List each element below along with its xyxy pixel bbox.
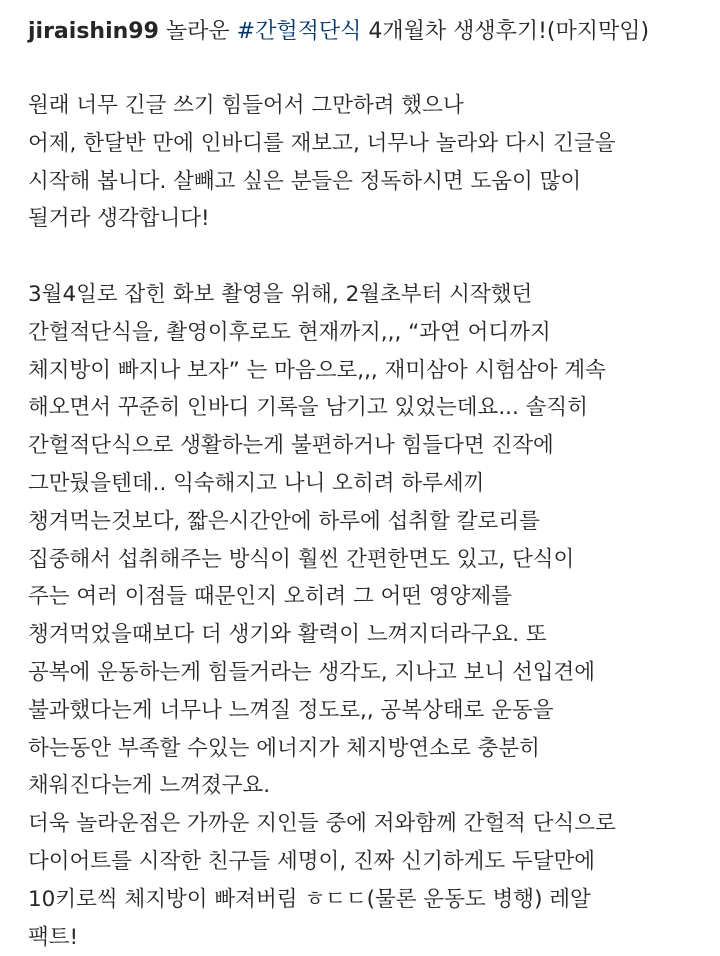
caption-line: 어제, 한달반 만에 인바디를 재보고, 너무나 놀라와 다시 긴글을 (28, 130, 616, 156)
caption-line: 시작해 봅니다. 살빼고 싶은 분들은 정독하시면 도움이 많이 (28, 168, 582, 194)
caption-line: 챙겨먹었을때보다 더 생기와 활력이 느껴지더라구요. 또 (28, 622, 547, 648)
caption-line: 될거라 생각합니다! (28, 206, 210, 232)
caption-line: 더욱 놀라운점은 가까운 지인들 중에 저와함께 간헐적 단식으로 (28, 811, 616, 837)
username-link[interactable]: jiraishin99 (28, 19, 159, 44)
caption-body (28, 87, 702, 956)
caption-line: 체지방이 빠지나 보자” 는 마음으로,,, 재미삼아 시험삼아 계속 (28, 357, 606, 383)
caption-line: 간헐적단식으로 생활하는게 불편하거나 힘들다면 진작에 (28, 433, 554, 459)
caption-paragraph (28, 87, 702, 238)
caption-line: 3월4일로 잡힌 화보 촬영을 위해, 2월초부터 시작했던 (28, 281, 533, 307)
caption-line: 공복에 운동하는게 힘들거라는 생각도, 지나고 보니 선입견에 (28, 659, 596, 685)
caption-line: 간헐적단식을, 촬영이후로도 현재까지,,, “과연 어디까지 (28, 319, 551, 345)
caption-title-text: 놀라운 (158, 19, 237, 44)
caption-line: 원래 너무 긴글 쓰기 힘들어서 그만하려 했으나 (28, 93, 464, 118)
caption-line: 주는 여러 이점들 때문인지 오히려 그 어떤 영양제를 (28, 584, 512, 610)
caption-header (28, 14, 702, 50)
caption-line: 불과했다는게 너무나 느껴질 정도로,, 공복상태로 운동을 (28, 697, 554, 723)
caption-paragraph (28, 805, 702, 956)
caption-line: 하는동안 부족할 수있는 에너지가 체지방연소로 충분히 (28, 735, 540, 761)
caption-line: 채워진다는게 느껴졌구요. (28, 773, 271, 799)
caption-line: 그만뒀을텐데.. 익숙해지고 나니 오히려 하루세끼 (28, 470, 485, 496)
caption-line: 다이어트를 시작한 친구들 세명이, 진짜 신기하게도 두달만에 (28, 848, 596, 874)
caption-line: 팩트! (28, 924, 79, 950)
hashtag-link[interactable]: #간헐적단식 (236, 19, 362, 44)
caption-line: 해오면서 꾸준히 인바디 기록을 남기고 있었는데요... 솔직히 (28, 395, 588, 421)
caption-title-text: 4개월차 생생후기!(마지막임) (361, 19, 650, 44)
caption-line: 10키로씩 체지방이 빠져버림 ㅎㄷㄷ(물론 운동도 병행) 레알 (28, 886, 591, 912)
caption-paragraph (28, 276, 702, 805)
caption-line: 집중해서 섭취해주는 방식이 훨씬 간편한면도 있고, 단식이 (28, 546, 575, 572)
caption-line: 챙겨먹는것보다, 짧은시간안에 하루에 섭취할 칼로리를 (28, 508, 540, 534)
